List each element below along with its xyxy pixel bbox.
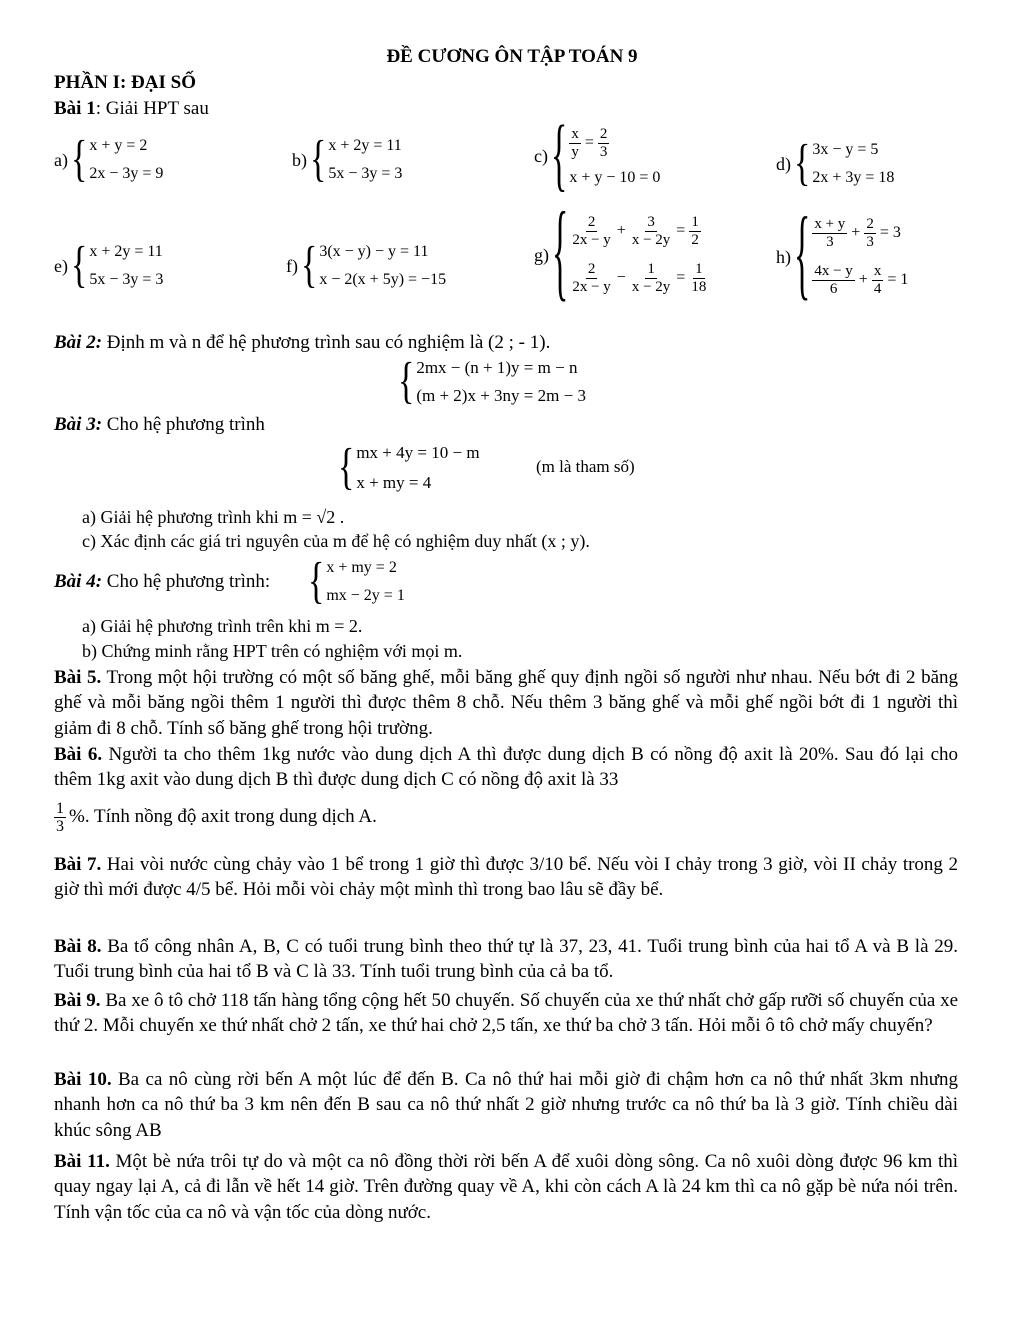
system-g	[534, 194, 708, 313]
fraction	[864, 216, 876, 251]
operator: +	[851, 224, 861, 242]
numerator: 1	[691, 214, 699, 230]
system-d	[776, 136, 894, 192]
equation: 2x − 3y = 9	[89, 165, 164, 182]
denominator: 3	[599, 144, 608, 160]
equation: 5x − 3y = 3	[89, 271, 164, 288]
bai3-heading	[54, 414, 265, 436]
denominator: x − 2y	[631, 279, 671, 295]
operator: −	[616, 269, 626, 287]
system-f	[286, 238, 446, 294]
bai9-label: Bài 9.	[54, 990, 101, 1011]
numerator: x	[571, 126, 579, 142]
bai2-text: Định m và n để hệ phương trình sau có nghiệm là (2 ; - 1).	[102, 332, 551, 353]
bai2-system	[398, 354, 586, 410]
bai4-heading	[54, 571, 270, 593]
bai2-heading	[54, 332, 550, 354]
operator: +	[858, 271, 868, 289]
part-heading: PHẦN I: ĐẠI SỐ	[54, 72, 196, 93]
equals-sign: = 1	[887, 271, 909, 289]
bai1-label: Bài 1	[54, 98, 96, 119]
brace: {	[794, 135, 811, 191]
numerator: x + y	[814, 216, 846, 232]
fraction	[812, 263, 854, 298]
numerator: 1	[647, 261, 655, 277]
bai3-note: (m là tham số)	[536, 457, 635, 476]
bai4-system	[308, 554, 405, 610]
equations	[356, 438, 479, 498]
denominator: x − 2y	[631, 232, 671, 248]
equation: (m + 2)x + 3ny = 2m − 3	[416, 386, 586, 405]
brace: {	[310, 131, 327, 187]
bai3-part-c: c) Xác định các giá tri nguyên của m để hệ có nghiệm duy nhất (x ; y).	[82, 531, 590, 551]
bai4-part-b: b) Chứng minh rằng HPT trên có nghiệm với mọi m.	[82, 641, 463, 661]
bai10-text: Ba ca nô cùng rời bến A một lúc để đến B. Ca nô thứ hai mỗi giờ đi chậm hơn ca nô thứ nhất 3km nhưng nhanh hơn ca nô thứ ba 3 km nên đến B sau ca nô thứ nhất 2 giờ nhưng trước ca nô thứ ba là 3 giờ. Tính chiều dài khúc sông AB	[54, 1069, 959, 1141]
equation: x + my = 4	[356, 473, 432, 492]
equations	[570, 214, 708, 296]
denominator: 3	[56, 818, 64, 835]
equations	[328, 132, 402, 188]
bai4-label: Bài 4:	[54, 571, 103, 592]
bai1-heading	[54, 98, 209, 120]
denominator: 18	[691, 279, 707, 295]
denominator: 2x − y	[572, 232, 611, 248]
system-b	[292, 132, 402, 188]
numerator: 1	[695, 261, 703, 277]
brace: {	[550, 110, 568, 200]
system-label: a)	[54, 149, 68, 170]
system-label: e)	[54, 255, 68, 276]
system-c	[534, 110, 661, 200]
bai6-paragraph	[54, 742, 958, 793]
numerator: 1	[56, 800, 64, 817]
bai5-text: Trong một hội trường có một số băng ghế, mỗi băng ghế quy định ngồi số người như nhau. Nếu bớt đi 2 băng ghế và mỗi băng ngồi thêm 1 người thì được thêm 8 chỗ. Nếu thêm 3 băng ghế và mỗi ghế ngồi bớt đi 1 người thì giảm đi 8 chỗ. Tính số băng ghế trong hội trường.	[54, 667, 959, 739]
bai4-part-a: a) Giải hệ phương trình trên khi m = 2.	[82, 616, 363, 636]
numerator: x	[873, 263, 882, 279]
system-label: b)	[292, 149, 307, 170]
operator: +	[616, 222, 626, 240]
equation	[570, 214, 708, 249]
equation	[812, 216, 908, 251]
equation: mx + 4y = 10 − m	[356, 443, 480, 462]
denominator: 4	[873, 281, 882, 297]
fraction	[630, 261, 672, 296]
bai7-label: Bài 7.	[54, 854, 102, 875]
denominator: 3	[826, 234, 834, 250]
brace: {	[398, 353, 415, 409]
brace: {	[552, 194, 569, 313]
denominator: 3	[866, 234, 874, 250]
equals-sign: = 3	[879, 224, 901, 242]
equations	[89, 238, 163, 294]
page-title: ĐỀ CƯƠNG ÔN TẬP TOÁN 9	[386, 46, 638, 67]
fraction	[598, 126, 610, 161]
bai3-label: Bài 3:	[54, 414, 103, 435]
brace: {	[70, 237, 88, 293]
fraction	[570, 261, 612, 296]
bai3-system	[338, 438, 480, 498]
bai5-label: Bài 5.	[54, 667, 102, 688]
equations	[89, 132, 163, 188]
denominator: 2	[691, 232, 699, 248]
equations	[812, 216, 908, 298]
bai6-tail-line	[54, 800, 377, 835]
system-e	[54, 238, 163, 294]
bai11-text: Một bè nứa trôi tự do và một ca nô đồng thời rời bến A để xuôi dòng sông. Ca nô xuôi dòng được 96 km thì quay ngay lại A, cả đi lẫn về hết 14 giờ. Trên đường quay về A, khi còn cách A là 24 km thì ca nô gặp bè nứa nói trên. Tính vận tốc của ca nô và vận tốc của dòng nước.	[54, 1151, 959, 1223]
bai6-label: Bài 6.	[54, 744, 103, 765]
bai6-tail: %. Tính nồng độ axit trong dung dịch A.	[69, 805, 377, 827]
bai7-text: Hai vòi nước cùng chảy vào 1 bể trong 1 giờ thì được 3/10 bể. Nếu vòi I chảy trong 3 giờ, vòi II chảy trong 2 giờ thì mới được 4/5 bể. Hỏi mỗi vòi chảy một mình thì trong bao lâu sẽ đầy bể.	[54, 854, 958, 901]
bai11-paragraph	[54, 1149, 958, 1225]
equation: 3x − y = 5	[812, 141, 879, 158]
bai2-label: Bài 2:	[54, 332, 103, 353]
bai8-label: Bài 8.	[54, 936, 102, 957]
denominator: 6	[829, 281, 838, 297]
equation	[569, 126, 660, 161]
brace: {	[794, 200, 811, 311]
brace: {	[301, 237, 318, 293]
equals-sign: =	[676, 269, 686, 287]
equations	[326, 554, 405, 610]
system-label: c)	[534, 146, 548, 166]
denominator: y	[571, 144, 579, 160]
equations	[416, 354, 586, 410]
fraction	[570, 214, 612, 249]
equation	[570, 261, 708, 296]
bai6-text: Người ta cho thêm 1kg nước vào dung dịch A thì được dung dịch B có nồng độ axit là 20%. Sau đó lại cho thêm 1kg axit vào dung dịch B thì được dung dịch C có nồng độ axit là 33	[54, 744, 959, 791]
denominator: 2x − y	[572, 279, 611, 295]
numerator: 2	[587, 261, 596, 277]
equation: x + 2y = 11	[89, 243, 163, 260]
bai3-part-a: a) Giải hệ phương trình khi m = √2 .	[82, 507, 345, 527]
equation: 3(x − y) − y = 11	[319, 243, 429, 260]
bai9-text: Ba xe ô tô chở 118 tấn hàng tổng cộng hết 50 chuyến. Số chuyến của xe thứ nhất chở gấp rưỡi số chuyến của xe thứ 2. Mỗi chuyến xe thứ nhất chở 2 tấn, xe thứ hai chở 2,5 tấn, xe thứ ba chở 3 tấn. Hỏi mỗi ô tô chở mấy chuyến?	[54, 990, 959, 1037]
equation: 2x + 3y = 18	[812, 169, 895, 186]
bai5-paragraph	[54, 665, 958, 741]
brace: {	[308, 553, 325, 609]
equation: x − 2(x + 5y) = −15	[319, 271, 447, 288]
equals-sign: =	[676, 222, 686, 240]
equation: x + y − 10 = 0	[569, 169, 661, 186]
numerator: 3	[647, 214, 655, 230]
equation: x + 2y = 11	[328, 137, 402, 154]
system-label: h)	[776, 246, 791, 267]
bai8-text: Ba tổ công nhân A, B, C có tuổi trung bình theo thứ tự là 37, 23, 41. Tuổi trung bình của hai tổ A và B là 29. Tuổi trung bình của hai tổ B và C là 33. Tính tuổi trung bình của cả ba tổ.	[54, 936, 958, 983]
equation: 5x − 3y = 3	[328, 165, 403, 182]
fraction	[54, 800, 66, 835]
bai10-label: Bài 10.	[54, 1069, 112, 1090]
numerator: 2	[587, 214, 596, 230]
fraction	[689, 261, 708, 296]
bai11-label: Bài 11.	[54, 1151, 110, 1172]
equals-sign: =	[584, 134, 594, 152]
numerator: 2	[599, 126, 608, 142]
equations	[569, 126, 660, 187]
bai10-paragraph	[54, 1067, 958, 1143]
bai9-paragraph	[54, 988, 958, 1039]
numerator: 4x − y	[814, 263, 853, 279]
bai3-text: Cho hệ phương trình	[102, 414, 265, 435]
bai1-text: : Giải HPT sau	[95, 98, 209, 119]
fraction	[630, 214, 672, 249]
equations	[319, 238, 446, 294]
equations	[812, 136, 894, 192]
brace: {	[70, 131, 88, 187]
fraction	[569, 126, 581, 161]
fraction	[872, 263, 884, 298]
bai8-paragraph	[54, 934, 958, 985]
system-label: g)	[534, 244, 549, 265]
fraction	[689, 214, 701, 249]
brace: {	[338, 439, 355, 495]
system-a	[54, 132, 163, 188]
system-h	[776, 200, 909, 311]
bai7-paragraph	[54, 852, 958, 903]
system-label: f)	[286, 255, 298, 276]
equation	[812, 263, 908, 298]
numerator: 2	[866, 216, 874, 232]
equation: x + my = 2	[326, 559, 397, 576]
equation: x + y = 2	[89, 137, 148, 154]
equation: 2mx − (n + 1)y = m − n	[416, 358, 578, 377]
equation: mx − 2y = 1	[326, 587, 405, 604]
fraction	[812, 216, 847, 251]
system-label: d)	[776, 153, 791, 174]
bai4-text: Cho hệ phương trình:	[102, 571, 271, 592]
